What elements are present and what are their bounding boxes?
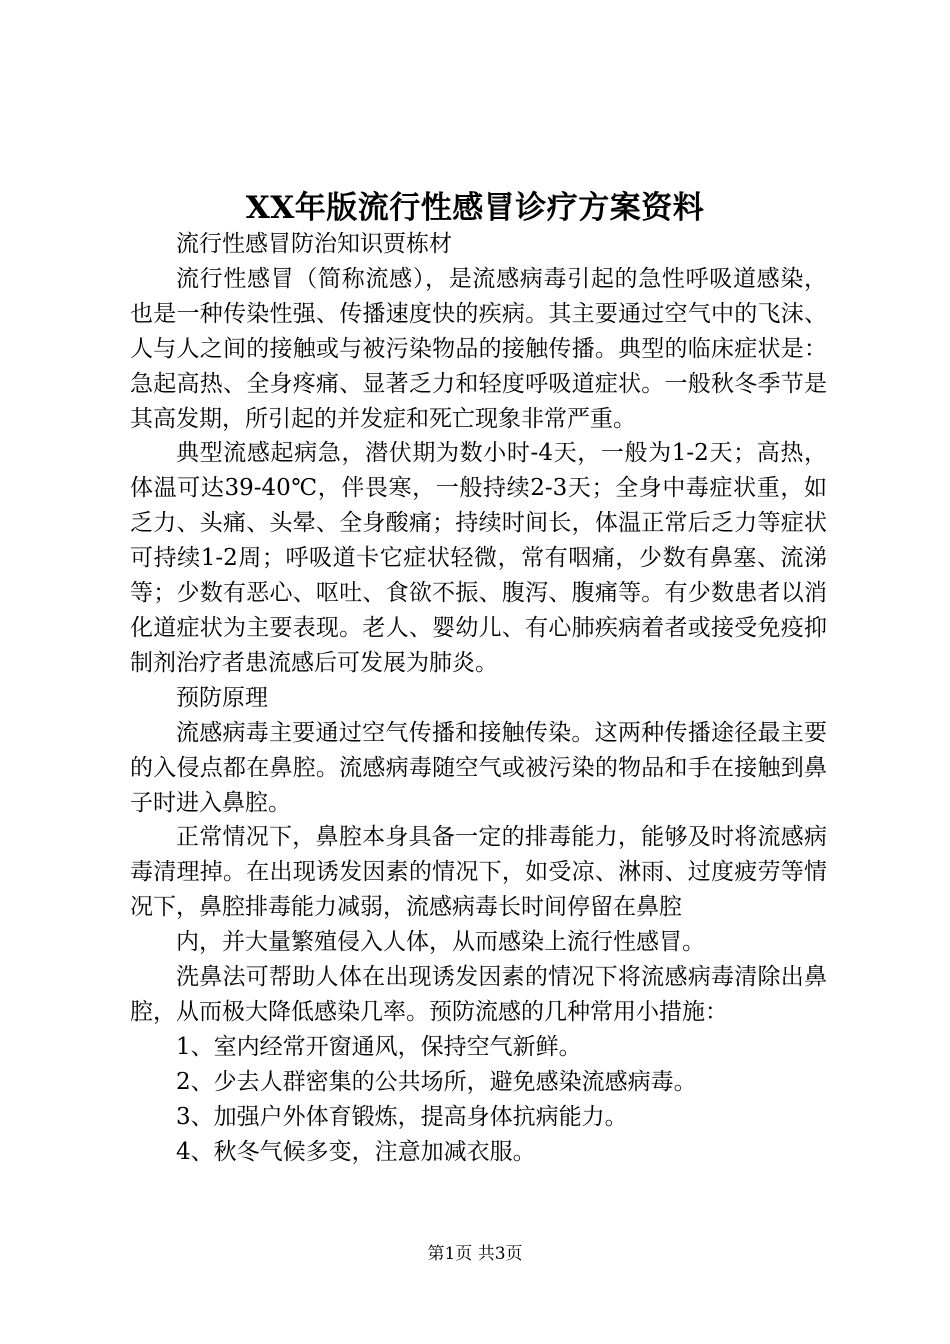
list-item-measure-2: 2、少去人群密集的公共场所，避免感染流感病毒。 xyxy=(176,1068,697,1095)
paragraph-subtitle: 流行性感冒防治知识贾栋材 xyxy=(176,231,452,257)
list-item-measure-1: 1、室内经常开窗通风，保持空气新鲜。 xyxy=(176,1033,582,1060)
paragraph-nasal-defense-continued: 内，并大量繁殖侵入人体，从而感染上流行性感冒。 xyxy=(176,929,705,956)
document-body xyxy=(130,227,827,1169)
paragraph-nasal-wash: 洗鼻法可帮助人体在出现诱发因素的情况下将流感病毒清除出鼻腔，从而极大降低感染几率。预防流感的几种常用小措施： xyxy=(130,964,827,1025)
paragraph-symptoms: 典型流感起病急，潜伏期为数小时-4天，一般为1-2天；高热，体温可达39-40℃，伴畏寒，一般持续2-3天；全身中毒症状重，如乏力、头痛、头晕、全身酸痛；持续时间长，体温正常后乏力等症状可持续1-2周；呼吸道卡它症状轻微，常有咽痛，少数有鼻塞、流涕等；少数有恶心、呕吐、食欲不振、腹泻、腹痛等。有少数患者以消化道症状为主要表现。老人、婴幼儿、有心肺疾病着者或接受免疫抑制剂治疗者患流感后可发展为肺炎。 xyxy=(130,440,827,676)
paragraph-intro: 流行性感冒（简称流感），是流感病毒引起的急性呼吸道感染，也是一种传染性强、传播速度快的疾病。其主要通过空气中的飞沫、人与人之间的接触或与被污染物品的接触传播。典型的临床症状是：急起高热、全身疼痛、显著乏力和轻度呼吸道症状。一般秋冬季节是其高发期，所引起的并发症和死亡现象非常严重。 xyxy=(130,265,827,432)
list-item-measure-3: 3、加强户外体育锻炼，提高身体抗病能力。 xyxy=(176,1103,628,1130)
page-footer: 第1页 共3页 xyxy=(427,1244,523,1264)
list-item-measure-4: 4、秋冬气候多变，注意加减衣服。 xyxy=(176,1138,536,1165)
section-heading-prevention: 预防原理 xyxy=(176,684,268,711)
document-title: XX年版流行性感冒诊疗方案资料 xyxy=(245,190,705,226)
paragraph-nasal-defense: 正常情况下，鼻腔本身具备一定的排毒能力，能够及时将流感病毒清理掉。在出现诱发因素的情况下，如受凉、淋雨、过度疲劳等情况下，鼻腔排毒能力减弱，流感病毒长时间停留在鼻腔 xyxy=(130,824,827,921)
paragraph-transmission: 流感病毒主要通过空气传播和接触传染。这两种传播途径最主要的入侵点都在鼻腔。流感病毒随空气或被污染的物品和手在接触到鼻子时进入鼻腔。 xyxy=(130,719,827,816)
